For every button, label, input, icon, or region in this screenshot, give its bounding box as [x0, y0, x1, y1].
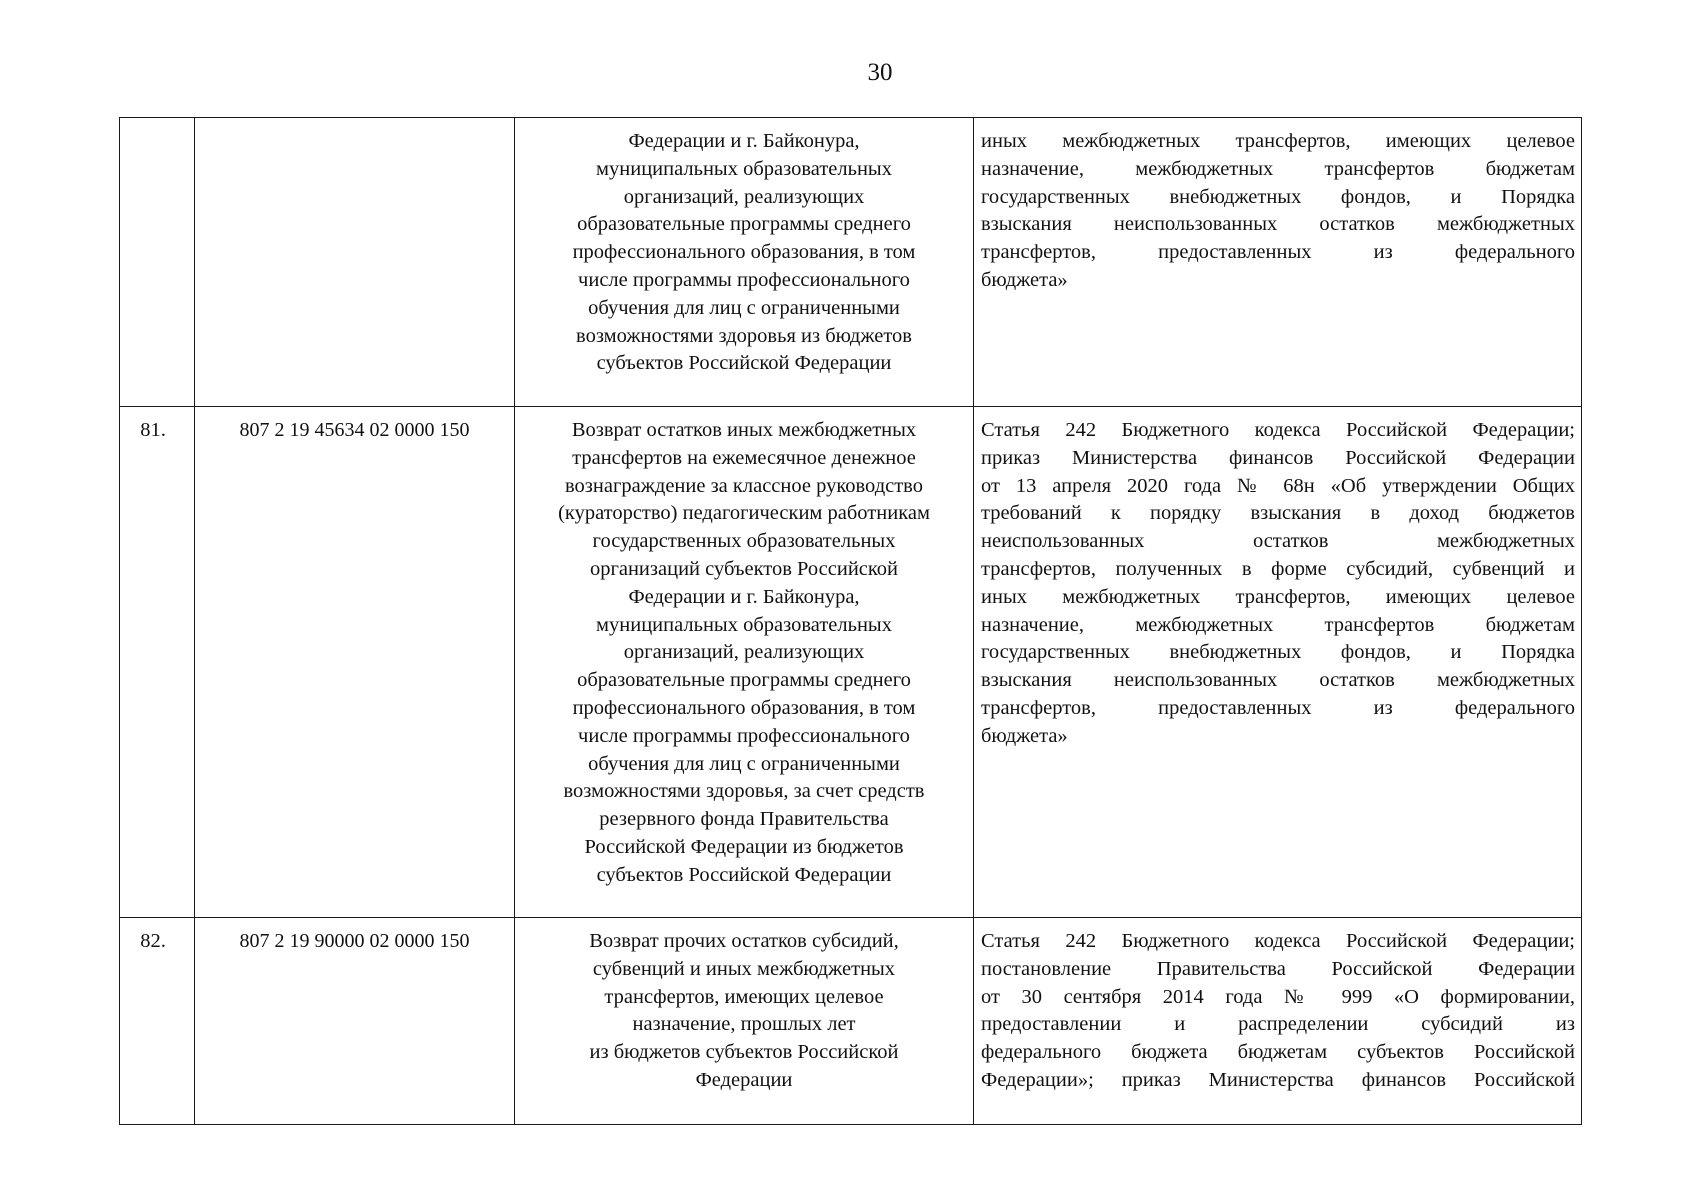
legal-basis-cell — [974, 407, 1582, 918]
income-name-line: числе программы профессионального — [578, 724, 910, 747]
income-name-cell — [515, 407, 974, 918]
income-name-line: обучения для лиц с ограниченными — [588, 752, 900, 775]
legal-basis-line: от 30 сентября 2014 года № 999 «О формировании, — [981, 985, 1575, 1008]
legal-basis-line: взыскания неиспользованных остатков межбюджетных — [981, 213, 1575, 236]
legal-basis-line: Федерации»; приказ Министерства финансов Российской — [981, 1068, 1575, 1091]
budget-code-cell: 807 2 19 90000 02 0000 150 — [195, 918, 515, 1125]
income-name-line: субвенций и иных межбюджетных — [592, 957, 896, 980]
income-name-line: организаций субъектов Российской — [589, 557, 899, 580]
legal-basis-line: Статья 242 Бюджетного кодекса Российской Федерации; — [981, 930, 1575, 952]
legal-basis-line: от 13 апреля 2020 года № 68н «Об утверждении Общих — [981, 474, 1575, 497]
row-number-cell — [120, 118, 195, 407]
income-name-line: Федерации — [695, 1068, 793, 1091]
row-number-cell: 81. — [120, 407, 195, 918]
legal-basis-line: постановление Правительства Российской Федерации — [981, 957, 1575, 980]
table-row — [120, 118, 1582, 407]
income-name-line: (кураторство) педагогическим работникам — [558, 502, 930, 525]
income-name-line: Российской Федерации из бюджетов — [584, 835, 904, 858]
legal-basis-cell — [974, 118, 1582, 407]
legal-basis-line: трансфертов, предоставленных из федерального — [981, 241, 1575, 264]
income-name-line: муниципальных образовательных — [596, 613, 892, 636]
income-name-line: трансфертов, имеющих целевое — [604, 985, 884, 1008]
legal-basis-line: иных межбюджетных трансфертов, имеющих целевое — [981, 130, 1575, 152]
income-name-line: числе программы профессионального — [578, 268, 910, 291]
legal-basis-line: бюджета» — [981, 724, 1068, 747]
legal-basis-line: государственных внебюджетных фондов, и Порядка — [981, 641, 1575, 664]
budget-code-cell: 807 2 19 45634 02 0000 150 — [195, 407, 515, 918]
income-name-cell — [515, 918, 974, 1125]
income-name-line: Федерации и г. Байконура, — [628, 585, 860, 608]
legal-basis-line: трансфертов, полученных в форме субсидий, субвенций и — [981, 557, 1575, 580]
income-name-line: назначение, прошлых лет — [632, 1013, 856, 1036]
income-name-line: Возврат остатков иных межбюджетных — [571, 419, 917, 441]
income-name-line: возможностями здоровья, за счет средств — [563, 780, 925, 803]
legal-basis-line: требований к порядку взыскания в доход бюджетов — [981, 502, 1575, 525]
row-number-cell: 82. — [120, 918, 195, 1125]
income-name-line: образовательные программы среднего — [577, 213, 911, 236]
legal-basis-line: неиспользованных остатков межбюджетных — [981, 530, 1575, 553]
income-name-line: организаций, реализующих — [623, 641, 865, 664]
page-number: 30 — [867, 59, 893, 86]
table-row — [120, 918, 1582, 1125]
income-name-cell — [515, 118, 974, 407]
income-name-line: муниципальных образовательных — [596, 157, 892, 180]
income-name-line: Федерации и г. Байконура, — [628, 130, 860, 152]
income-name-line: из бюджетов субъектов Российской — [589, 1041, 899, 1064]
budget-codes-table — [119, 117, 1582, 1125]
legal-basis-line: федерального бюджета бюджетам субъектов Российской — [981, 1041, 1575, 1064]
legal-basis-cell — [974, 918, 1582, 1125]
income-name-line: возможностями здоровья из бюджетов — [576, 324, 912, 347]
income-name-line: вознаграждение за классное руководство — [565, 474, 923, 497]
income-name-line: субъектов Российской Федерации — [596, 863, 892, 886]
legal-basis-line: бюджета» — [981, 268, 1068, 291]
legal-basis-line: иных межбюджетных трансфертов, имеющих целевое — [981, 585, 1575, 608]
legal-basis-line: назначение, межбюджетных трансфертов бюджетам — [981, 613, 1575, 636]
legal-basis-line: трансфертов, предоставленных из федерального — [981, 696, 1575, 719]
table-row — [120, 407, 1582, 918]
income-name-line: государственных образовательных — [592, 530, 896, 553]
legal-basis-line: предоставлении и распределении субсидий из — [981, 1013, 1575, 1036]
income-name-line: образовательные программы среднего — [577, 669, 911, 692]
legal-basis-line: взыскания неиспользованных остатков межбюджетных — [981, 669, 1575, 692]
income-name-line: обучения для лиц с ограниченными — [588, 296, 900, 319]
legal-basis-line: назначение, межбюджетных трансфертов бюджетам — [981, 157, 1575, 180]
legal-basis-line: государственных внебюджетных фондов, и Порядка — [981, 185, 1575, 208]
income-name-line: профессионального образования, в том — [572, 696, 916, 719]
income-name-line: резервного фонда Правительства — [599, 808, 889, 831]
income-name-line: трансфертов на ежемесячное денежное — [572, 446, 916, 469]
income-name-line: профессионального образования, в том — [572, 241, 916, 264]
income-name-line: Возврат прочих остатков субсидий, — [589, 930, 899, 952]
income-name-line: организаций, реализующих — [623, 185, 865, 208]
legal-basis-line: Статья 242 Бюджетного кодекса Российской Федерации; — [981, 419, 1575, 441]
budget-code-cell — [195, 118, 515, 407]
legal-basis-line: приказ Министерства финансов Российской Федерации — [981, 446, 1575, 469]
income-name-line: субъектов Российской Федерации — [596, 352, 892, 375]
